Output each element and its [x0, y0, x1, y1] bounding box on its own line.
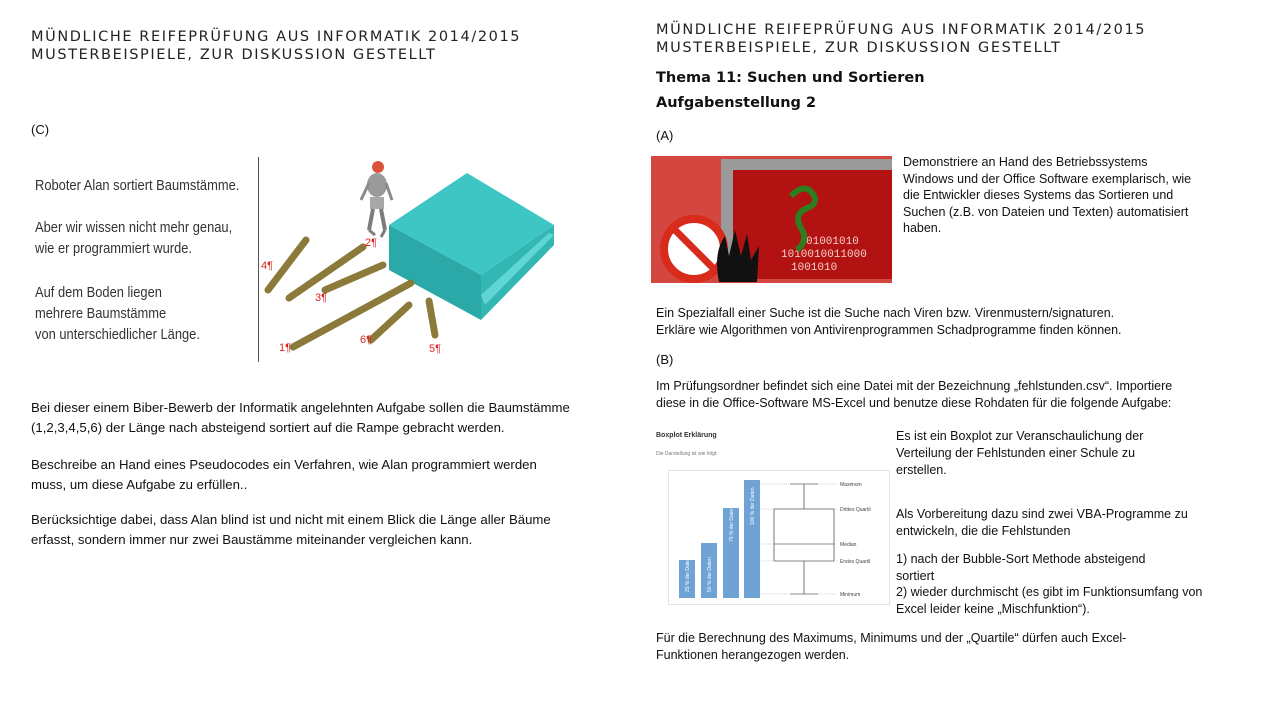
illustration-line4: Auf dem Boden liegen: [35, 284, 162, 301]
label-median: Median: [840, 542, 857, 548]
robot-logs-illustration: [259, 155, 559, 365]
robot-figure: [361, 161, 392, 237]
bar-label-50: 50 % der Daten: [707, 557, 713, 592]
left-header-line1: MÜNDLICHE REIFEPRÜFUNG AUS INFORMATIK 2014/2015: [31, 29, 522, 45]
boxplot-text: Es ist ein Boxplot zur Veranschaulichung der Verteilung der Fehlstunden einer Schule zu erstellen.: [896, 429, 1144, 477]
binary-line-1: 01001010: [806, 236, 859, 248]
ramp: [389, 173, 554, 320]
log-label-2: 2¶: [365, 237, 378, 249]
bar-label-25: 25 % der Daten: [685, 557, 691, 592]
log-4: [268, 240, 306, 290]
part-a-label: (A): [656, 128, 674, 143]
boxplot-title: Boxplot Erklärung: [656, 432, 717, 439]
binary-line-2: 1010010011000: [781, 249, 867, 261]
right-header: [656, 21, 1146, 57]
boxplot-subtitle: Die Darstellung ist wie folgt:: [656, 451, 718, 457]
log-label-1: 1¶: [279, 342, 292, 354]
part-b-label: (B): [656, 352, 674, 367]
final-paragraph: Für die Berechnung des Maximums, Minimums und der „Quartile“ dürfen auch Excel-Funktionen herangezogen werden.: [656, 631, 1127, 662]
task-title: Aufgabenstellung 2: [656, 95, 817, 111]
part-b-intro: Im Prüfungsordner befindet sich eine Datei mit der Bezeichnung „fehlstunden.csv“. Importiere diese in die Office-Software MS-Excel und benutze diese Rohdaten für die folgende Aufgabe:: [656, 379, 1173, 410]
vba-item-1: 1) nach der Bubble-Sort Methode absteigend sortiert: [896, 552, 1146, 583]
left-header-line2: MUSTERBEISPIELE, ZUR DISKUSSION GESTELLT: [31, 47, 437, 63]
label-third-quartile: Drittes Quartil: [840, 507, 871, 513]
illustration-line3: wie er programmiert wurde.: [35, 240, 193, 257]
vba-intro: Als Vorbereitung dazu sind zwei VBA-Programme zu entwickeln, die die Fehlstunden: [896, 507, 1188, 538]
log-label-3: 3¶: [315, 292, 328, 304]
right-header-line1: MÜNDLICHE REIFEPRÜFUNG AUS INFORMATIK 2014/2015: [656, 22, 1147, 38]
antivirus-image: [651, 156, 892, 283]
log-label-4: 4¶: [261, 260, 274, 272]
bar-label-75: 75 % der Daten: [729, 507, 735, 542]
illustration-line5: mehrere Baumstämme: [35, 305, 167, 322]
virus-paragraph: Ein Spezialfall einer Suche ist die Suche nach Viren bzw. Virenmustern/signaturen. Erkläre wie Algorithmen von Antivirenprogrammen Schadprogramme finden können.: [656, 306, 1122, 337]
illustration-line2: Aber wir wissen nicht mehr genau,: [35, 219, 233, 236]
left-paragraph-2: Beschreibe an Hand eines Pseudocodes ein Verfahren, wie Alan programmiert werden muss, um diese Aufgabe zu erfüllen..: [31, 457, 537, 492]
log-label-5: 5¶: [429, 343, 442, 355]
log-5: [429, 301, 435, 335]
bar-label-100: 100 % der Daten: [750, 487, 756, 525]
illustration-line6: von unterschiedlicher Länge.: [35, 326, 200, 343]
illustration-text: [35, 175, 260, 355]
illustration-line1: Roboter Alan sortiert Baumstämme.: [35, 177, 240, 194]
topic-title: Thema 11: Suchen und Sortieren: [656, 70, 925, 86]
label-maximum: Maximum: [840, 482, 862, 488]
part-a-text: Demonstriere an Hand des Betriebssystems Windows und der Office Software exemplarisch, wie die Entwickler dieses Systems das Sortieren und Suchen (z.B. von Dateien und Texten) automatisiert haben.: [903, 155, 1192, 235]
label-first-quartile: Erstes Quartil: [840, 559, 871, 565]
left-paragraph-3: Berücksichtige dabei, dass Alan blind ist und nicht mit einem Blick die Länge aller Bäume erfasst, sondern immer nur zwei Baustämme miteinander vergleichen kann.: [31, 512, 551, 547]
log-label-6: 6¶: [360, 334, 373, 346]
right-header-line2: MUSTERBEISPIELE, ZUR DISKUSSION GESTELLT: [656, 40, 1062, 56]
section-label-c: (C): [31, 122, 50, 137]
left-header: [31, 28, 521, 64]
log-6: [371, 305, 409, 340]
boxplot-figure: [668, 470, 890, 605]
left-paragraph-1: Bei dieser einem Biber-Bewerb der Informatik angelehnten Aufgabe sollen die Baumstämme (1,2,3,4,5,6) der Länge nach absteigend sortiert auf die Rampe gebracht werden.: [31, 400, 570, 435]
label-minimum: Minimum: [840, 592, 861, 598]
vba-item-2: 2) wieder durchmischt (es gibt im Funktionsumfang von Excel leider keine „Mischfunktion“).: [896, 585, 1203, 616]
binary-line-3: 1001010: [791, 262, 838, 274]
